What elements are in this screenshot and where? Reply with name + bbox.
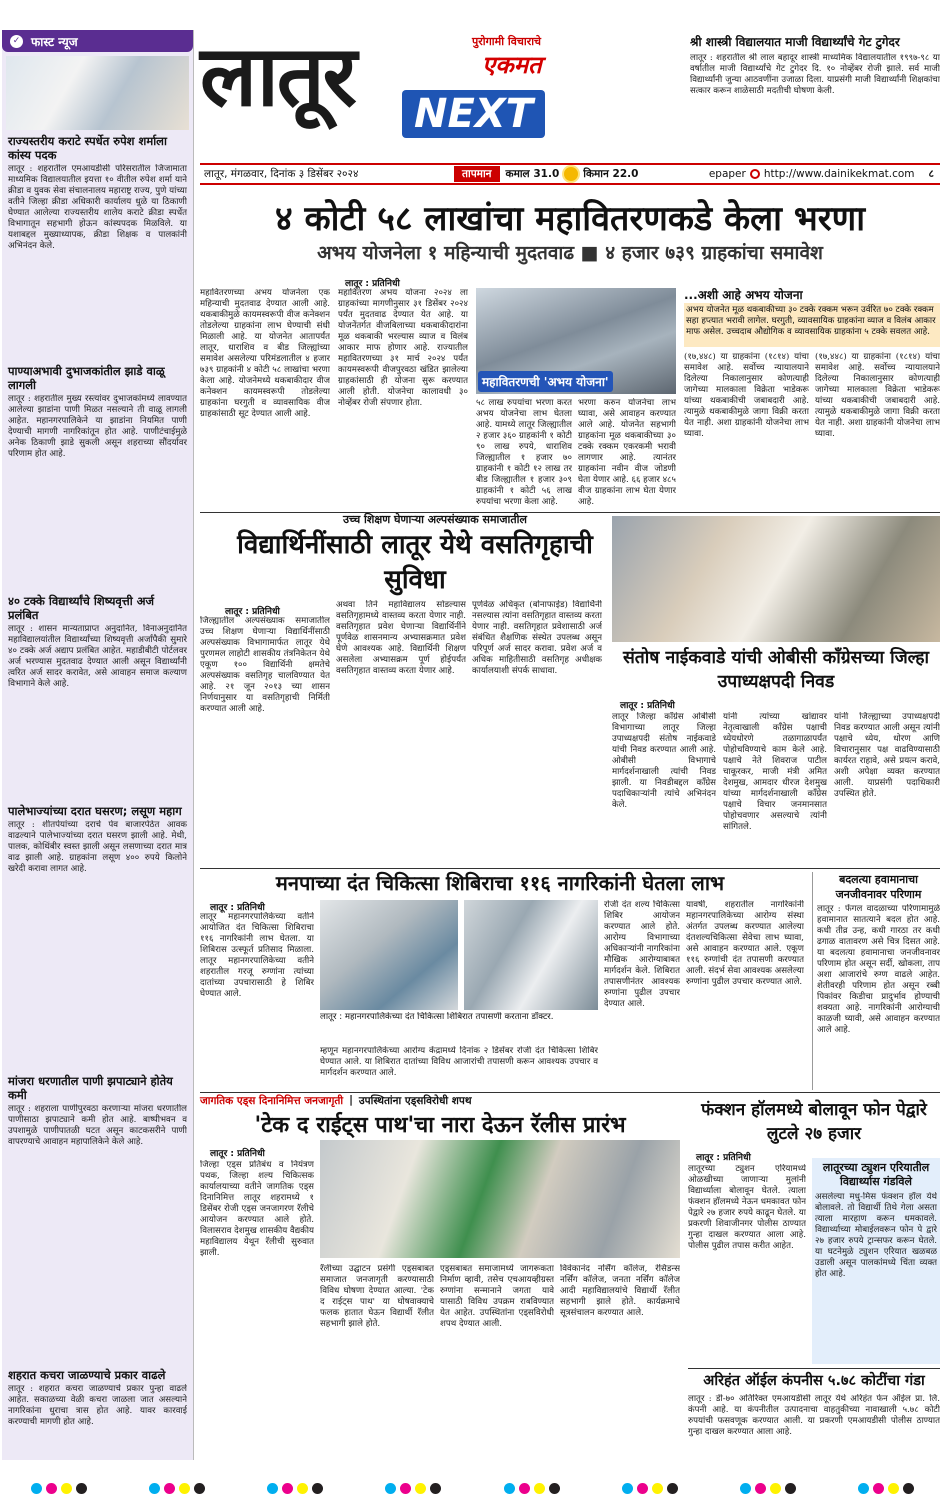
registration-swatch: [31, 1483, 42, 1494]
separator: |: [349, 1094, 353, 1106]
dental-photo-2: [464, 900, 598, 1010]
dental-photo: [320, 900, 458, 1010]
ncp-byline: लातूर : प्रतिनिधी: [620, 701, 675, 711]
temperature-max: कमाल 31.0: [505, 168, 560, 180]
lead-byline: लातूर : प्रतिनिधी: [345, 279, 400, 289]
climate-headline: जनजीवनावर परिणाम: [835, 888, 922, 901]
next-logo: NEXT: [402, 90, 545, 138]
registration-swatch: [400, 1483, 411, 1494]
sidebar-headline: पालेभाज्यांच्या दरात घसरण; लसूण महाग: [8, 804, 182, 818]
fast-news-sidebar: [2, 30, 194, 1460]
substation-photo: [476, 288, 676, 394]
sidebar-body: लातूर : शहरातील मुख्य रस्त्यांवर दुभाजकांमध्ये लावण्यात आलेल्या झाडांना पाणी मिळत नसल्याने ती वाळू लागली आहेत. महानगरपालिकेने या झाडांना नियमित पाणी देण्याची मागणी नागरिकांतून होत आहे. पाणीटंचाईमुळे अनेक ठिकाणी झाडे सुकली असून शहराच्या सौंदर्यावर परिणाम होत आहे.: [8, 394, 187, 459]
karate-photo: [6, 56, 189, 130]
dental-col4: यावर्षी, शहरातील नागरिकांनी महानगरपालिकेच्या आरोग्य संस्था अंतर्गत उपलब्ध करण्यात आलेल्या दंतशल्यचिकित्सा सेवेचा लाभ घ्यावा, असे आवाहन करण्यात आले. एकूण ११६ रुग्णांची दंत तपासणी करण्यात आली. संदर्भ सेवा आवश्यक असलेल्या रुग्णांना पुढील उपचार करण्यात आले.: [686, 900, 804, 987]
dental-photo-caption: लातूर : महानगरपालिकेच्या दंत चिकित्सा शिबिरात तपासणी करताना डॉक्टर.: [320, 1012, 554, 1022]
box-title: ...अशी आहे अभय योजना: [684, 288, 803, 302]
registration-swatch: [430, 1483, 441, 1494]
sidebar-body: लातूर : शहराला पाणीपुरवठा करणाऱ्या मांजरा धरणातील पाणीसाठा झपाट्याने कमी होत आहे. बाष्पीभवन व उपशामुळे पाणीपातळी घटत असून काटकसरीने पाणी वापरण्याचे आवाहन महापालिकेने केले आहे.: [8, 1104, 187, 1147]
sidebar-body: लातूर : शासन मान्यताप्राप्त अनुदानित, विनाअनुदानित महाविद्यालयांतील विद्यार्थ्यांच्या शिष्यवृत्ती अर्जांपैकी सुमारे ४० टक्के अर्ज अद्याप प्रलंबित आहेत. महाडीबीटी पोर्टलवर अर्ज भरण्यास मुदतवाढ देण्यात आली असून विद्यार्थ्यांनी त्वरित अर्ज सादर करावेत, असे आवाहन समाज कल्याण विभागाने केले आहे.: [8, 624, 187, 689]
registration-swatch: [755, 1483, 766, 1494]
registration-swatch: [267, 1483, 278, 1494]
registration-swatch: [61, 1483, 72, 1494]
hostel-byline: लातूर : प्रतिनिधी: [225, 607, 280, 617]
registration-swatch: [637, 1483, 648, 1494]
epaper-label: epaper: [708, 168, 746, 180]
temperature-min: किमान 22.0: [583, 168, 639, 180]
registration-swatch: [312, 1483, 323, 1494]
registration-swatch: [622, 1483, 633, 1494]
registration-swatch: [519, 1483, 530, 1494]
climate-story: [812, 872, 940, 1090]
rally-photo: [320, 1140, 680, 1258]
lead-subhead: अभय योजनेला १ महिन्याची मुदतवाढ ■ ४ हजार ७३९ ग्राहकांचा समावेश: [317, 242, 823, 264]
dental-byline: लातूर : प्रतिनिधी: [210, 903, 265, 913]
registration-swatch: [179, 1483, 190, 1494]
robbery-headline: फंक्शन हॉलमध्ये बोलावून फोन पेद्वारे लुटले २७ हजार: [701, 1100, 927, 1144]
swatch-group: [265, 1479, 325, 1498]
aids-kicker-2: उपस्थितांना एड्सविरोधी शपथ: [358, 1095, 472, 1107]
sidebar-headline: राज्यस्तरीय कराटे स्पर्धेत रुपेश शर्माला कांस्य पदक: [8, 134, 167, 162]
lead-col4: (१७,४४८) या ग्राहकांना (१८१४) यांचा समावेश आहे. सर्वोच्च न्यायालयाने दिलेल्या निकालानुसार कोणत्याही जागेच्या मालकाला विक्रेता भाडेकरू यांच्या थकबाकीची जबाबदारी आहे. त्यामुळे थकबाकीमुळे जागा विक्री करता येत नाही. अशा ग्राहकांनी योजनेचा लाभ घ्यावा.: [684, 352, 809, 439]
dental-col2: म्हणून महानगरपालिकेच्या आरोग्य केंद्रामध्ये दिनांक २ डिसेंबर रोजी दंत चिकित्सा शिबिर घेण्यात आले. या शिबिरात दातांच्या विविध आजारांची तपासणी करून आवश्यक उपचार व मार्गदर्शन करण्यात आले.: [320, 1046, 598, 1078]
oil-body: लातूर : डी-७० अतिरिक्त एमआयडीसी लातूर येथे अरिहंत फेन ऑईल प्रा. लि. कंपनी आहे. या कंपनीतील उत्पादनाचा वाहतुकीच्या नावाखाली ५.७८ कोटी रुपयांची फसवणूक करण्यात आली. या प्रकरणी एमआयडीसी पोलीस ठाण्यात गुन्हा दाखल करण्यात आला आहे.: [688, 1394, 940, 1437]
top-right-headline: श्री शास्त्री विद्यालयात माजी विद्यार्थ्यांचे गेट टुगेदर: [690, 35, 900, 49]
photo-caption: महावितरणची 'अभय योजना': [478, 371, 613, 392]
registration-swatch: [858, 1483, 869, 1494]
robbery-body: लातूरच्या ट्युशन एरियामध्ये ओळखीच्या जाणाऱ्या मुलांनी विद्यार्थ्याला बोलावून घेतले. त्याला फंक्शन हॉलमध्ये नेऊन धमकावत फोन पेद्वारे २७ हजार रुपये काढून घेतले. या प्रकरणी शिवाजीनगर पोलीस ठाण्यात गुन्हा दाखल करण्यात आला आहे. पोलीस पुढील तपास करीत आहेत.: [688, 1164, 806, 1251]
website-link[interactable]: http://www.dainikekmat.com: [763, 168, 915, 180]
registration-swatch: [740, 1483, 751, 1494]
box-body: अभय योजनेत मूळ थकबाकीच्या ३० टक्के रक्कम भरून उर्वरित ७० टक्के रक्कम सहा हप्त्यात भरावी लागेल. घरगुती, व्यावसायिक ग्राहकांना व्याज व विलंब आकार माफ असेल. उच्चदाब औद्योगिक व व्यावसायिक ग्राहकांना ५ टक्के सवलत आहे.: [684, 303, 940, 347]
sidebar-body: लातूर : शहरात कचरा जाळण्याचे प्रकार पुन्हा वाढले आहेत. सकाळच्या वेळी कचरा जाळला जात असल्याने नागरिकांना धुराचा त्रास होत आहे. यावर कारवाई करण्याची मागणी होत आहे.: [8, 1384, 187, 1427]
tuition-box-body: असलेल्या मधु-मिस फंक्शन हॉल येथे बोलावले. तो विद्यार्थी तिथे गेला असता त्याला मारहाण करून धमकावले. विद्यार्थ्याच्या मोबाईलवरून फोन पे द्वारे २७ हजार रुपये ट्रान्सफर करून घेतले. या घटनेमुळे ट्युशन एरियात खळबळ उडाली असून पालकांमध्ये चिंता व्यक्त होत आहे.: [815, 1192, 937, 1279]
search-icon: [750, 169, 760, 179]
ncp-col2: यांनी त्यांच्या खांद्यावर नेतृत्वाखाली काँग्रेस पक्षाची ध्येयधोरणे तळागाळापर्यंत पोहोचविण्याचे काम केले आहे. पक्षाचे नेते शिवराज पाटील चाकूरकर, माजी मंत्री अमित देशमुख, आमदार धीरज देशमुख यांच्या मार्गदर्शनाखाली काँग्रेस पक्षाचे विचार जनमानसात पोहोचवणार असल्याचे त्यांनी सांगितले.: [723, 712, 827, 832]
registration-swatch: [504, 1483, 515, 1494]
lead-col3b: भरणा करुन योजनेचा लाभ घ्यावा, असे आवाहन करण्यात आले आहे. योजनेत सहभागी ग्राहकांना मूळ थकबाकीच्या ३० टक्के रक्कम एकरकमी भरावी लागणार आहे. त्यानंतर ग्राहकांना नवीन वीज जोडणी घेता येणार आहे. ६६ हजार ४८५ वीज ग्राहकांना लाभ घेता येणार आहे.: [578, 398, 676, 507]
sidebar-item: [2, 590, 193, 800]
hostel-col2: अथवा तिने महाविद्यालय सोडल्यास वसतिगृहामध्ये वास्तव्य करता येणार नाही. वसतिगृहात प्रवेश घेणाऱ्या विद्यार्थिनींने पूर्णवेळ शासनमान्य अभ्यासक्रमात प्रवेश घेणे आवश्यक आहे. विद्यार्थिनी शिक्षण असलेला अभ्यासक्रम पूर्ण होईपर्यंत वसतिगृहात वास्तव्य करता येणार आहे.: [336, 600, 466, 676]
swatch-group: [502, 1479, 562, 1498]
dental-col1: लातूर महानगरपालिकेच्या वतीने आयोजित दंत चिकित्सा शिबिराचा ११६ नागरिकांनी लाभ घेतला. या शिबिरास उत्स्फूर्त प्रतिसाद मिळाला. लातूर महानगरपालिकेच्या वतीने शहरातील गरजू रुग्णांना त्यांच्या दातांच्या उपचारासाठी हे शिबिर घेण्यात आले.: [200, 912, 314, 999]
page-number: ८: [928, 168, 934, 180]
registration-swatch: [46, 1483, 57, 1494]
sidebar-headline: मांजरा धरणातील पाणी झपाट्याने होतेय कमी: [8, 1074, 173, 1102]
registration-swatch: [76, 1483, 87, 1494]
felicitation-photo: [612, 516, 940, 642]
registration-swatch: [903, 1483, 914, 1494]
registration-swatch: [415, 1483, 426, 1494]
climate-body: लातूर : फेंगल वादळाच्या परिणामामुळे हवामानात सातत्याने बदल होत आहे. कधी तीव्र उन्ह, कधी गारठा तर कधी ढगाळ वातावरण असे चित्र दिसत आहे. या बदलत्या हवामानाचा जनजीवनावर परिणाम होत असून सर्दी, खोकला, ताप अशा आजारांचे रुग्ण वाढले आहेत. शेतीवरही परिणाम होत असून रब्बी पिकांवर किडीचा प्रादुर्भाव होण्याची शक्यता आहे. नागरिकांनी आरोग्याची काळजी घ्यावी, असे आवाहन करण्यात आले आहे.: [817, 904, 940, 1035]
lead-col5: (१७,४४८) या ग्राहकांना (१८१४) यांचा समावेश आहे. सर्वोच्च न्यायालयाने दिलेल्या निकालानुसार कोणत्याही जागेच्या मालकाला विक्रेता भाडेकरू यांच्या थकबाकीची जबाबदारी आहे. त्यामुळे थकबाकीमुळे जागा विक्री करता येत नाही. अशा ग्राहकांनी योजनेचा लाभ घ्यावा.: [815, 352, 940, 439]
hostel-kicker: उच्च शिक्षण घेणाऱ्या अल्पसंख्याक समाजातील: [343, 513, 527, 526]
sidebar-headline: शहरात कचरा जाळण्याचे प्रकार वाढले: [8, 1368, 166, 1382]
ncp-headline: संतोष नाईकवाडे यांची ओबीसी काँग्रेसच्या जिल्हा उपाध्यक्षपदी निवड: [622, 648, 930, 692]
dateline: लातूर, मंगळवार, दिनांक ३ डिसेंबर २०२४: [204, 168, 359, 180]
aids-col3: एड्सबाबत समाजामध्ये जागरूकता निर्माण व्हावी, तसेच एचआयव्हीग्रस्त रुग्णांना सन्मानाने जगता यावे यासाठी विविध उपक्रम राबविण्यात येत आहेत. उपस्थितांना एड्सविरोधी शपथ देण्यात आली.: [440, 1264, 554, 1329]
brand-logo: एकमत: [482, 51, 542, 79]
aids-byline: लातूर : प्रतिनिधी: [210, 1149, 265, 1159]
robbery-byline: लातूर : प्रतिनिधी: [696, 1153, 751, 1163]
registration-swatch: [164, 1483, 175, 1494]
sidebar-item: [2, 130, 193, 360]
swatch-group: [383, 1479, 443, 1498]
registration-swatch: [652, 1483, 663, 1494]
sidebar-item: [2, 1070, 193, 1364]
oil-headline: अरिहंत ऑईल कंपनीस ५.७८ कोटींचा गंडा: [703, 1373, 925, 1389]
masthead-title: लातूर: [200, 27, 355, 125]
dental-col3: रोजी दंत शल्य चिकित्सा शिबिर आयोजन करण्यात आले होते. आरोग्य विभागाच्या अधिकाऱ्यांनी नागरिकांना मौखिक आरोग्याबाबत मार्गदर्शन केले. शिबिरात तपासणीनंतर आवश्यक रुग्णांना पुढील उपचार देण्यात आले.: [604, 900, 680, 1009]
registration-swatch: [888, 1483, 899, 1494]
aids-col2: रॅलीच्या उद्घाटन प्रसंगी एड्सबाबत समाजात जनजागृती करण्यासाठी विविध घोषणा देण्यात आल्या. 'टेक द राईट्स पाथ' या घोषवाक्याचे फलक हातात घेऊन विद्यार्थी रॅलीत सहभागी झाले होते.: [320, 1264, 434, 1329]
swatch-group: [738, 1479, 798, 1498]
swatch-group: [620, 1479, 680, 1498]
climate-kicker: बदलत्या हवामानाचा: [839, 873, 918, 886]
hostel-headline: विद्यार्थिनींसाठी लातूर येथे वसतिगृहाची सुविधा: [237, 530, 593, 595]
lead-headline: ४ कोटी ५८ लाखांचा महावितरणकडे केला भरणा: [274, 199, 866, 239]
aids-kicker-bar: [200, 1094, 680, 1110]
registration-swatch: [549, 1483, 560, 1494]
fast-news-header: [2, 30, 193, 52]
abhay-yojana-box: [684, 286, 940, 346]
registration-swatch: [770, 1483, 781, 1494]
divider: [688, 1368, 940, 1369]
aids-kicker: जागतिक एड्स दिनानिमित्त जनजागृती: [200, 1095, 344, 1107]
registration-swatch: [385, 1483, 396, 1494]
news-icon: ✓: [10, 35, 23, 48]
swatch-group: [147, 1479, 207, 1498]
top-right-story: [690, 34, 940, 156]
sidebar-headline: ४० टक्के विद्यार्थ्यांचे शिष्यवृत्ती अर्ज प्रलंबित: [8, 594, 155, 622]
sidebar-body: लातूर : शहरातील एमआयडीसी परिसरातील जिजामाता माध्यमिक विद्यालयातील इयत्ता १० वीतील रुपेश शर्मा याने क्रीडा व युवक सेवा संचालनालय महाराष्ट्र राज्य, पुणे यांच्या वतीने जिल्हा क्रीडा अधिकारी कार्यालय धुळे या ठिकाणी घेण्यात आलेल्या राज्यस्तरीय शालेय कराटे क्रीडा स्पर्धेत विभागातून सहभागी होऊन कांस्यपदक मिळविले. या यशाबद्दल मुख्याध्यापक, क्रीडा शिक्षक व पालकांनी अभिनंदन केले.: [8, 164, 187, 251]
aids-col4: विवेकानंद नर्सिंग कॉलेज, रेसिडन्स नर्सिंग कॉलेज, जनता नर्सिंग कॉलेज आदी महाविद्यालयांचे विद्यार्थी रॅलीत सहभागी झाले होते. कार्यक्रमाचे सूत्रसंचालन करण्यात आले.: [560, 1264, 680, 1318]
registration-swatch: [297, 1483, 308, 1494]
sun-icon: [564, 167, 578, 181]
registration-swatch: [282, 1483, 293, 1494]
top-right-body: लातूर : शहरातील श्री लाल बहादूर शास्त्री माध्यमिक विद्यालयातील १९९७-९८ या वर्षातील माजी विद्यार्थ्यांचे गेट टुगेदर दि. १० नोव्हेंबर रोजी झाले. सर्व माजी विद्यार्थ्यांनी जुन्या आठवणींना उजाळा दिला. याप्रसंगी माजी विद्यार्थ्यांनी शिक्षकांचा सत्कार करून शाळेसाठी मदतीची घोषणा केली.: [690, 53, 940, 96]
registration-swatch: [534, 1483, 545, 1494]
sidebar-item: [2, 1364, 193, 1484]
registration-swatch: [149, 1483, 160, 1494]
ncp-col1: लातूर जिल्हा काँग्रेस ओबीसी विभागाच्या लातूर जिल्हा उपाध्यक्षपदी संतोष नाईकवाडे यांची निवड करण्यात आली आहे. ओबीसी विभागाचे मार्गदर्शनाखाली त्यांची निवड झाली. या निवडीबद्दल काँग्रेस पदाधिकाऱ्यांनी त्यांचे अभिनंदन केले.: [612, 712, 716, 810]
hostel-col1: जिल्ह्यातील अल्पसंख्याक समाजातील उच्च शिक्षण घेणाऱ्या विद्यार्थिनींसाठी अल्पसंख्याक विभागामार्फत लातूर येथे पुरणमल लाहोटी शासकीय तंत्रनिकेतन येथे एकूण १०० विद्यार्थिनी क्षमतेचे अल्पसंख्याक वसतिगृह चालविण्यात येत आहे. २१ जून २०१३ च्या शासन निर्णयानुसार या वसतिगृहाची निर्मिती करण्यात आली आहे.: [200, 616, 330, 714]
hostel-col3: पूर्णवेळ अधिकृत (बोनाफाईड) विद्यार्थिनी नसल्यास त्यांना वसतिगृहात वास्तव्य करता येणार नाही. वसतिगृहात प्रवेशासाठी अर्ज संबंधित शैक्षणिक संस्थेत उपलब्ध असून परिपूर्ण अर्ज सादर करावा. प्रवेश अर्ज व अधिक माहितीसाठी वसतिगृह अधीक्षक कार्यालयाशी संपर्क साधावा.: [472, 600, 602, 676]
tagline: पुरोगामी विचाराचे: [472, 35, 542, 48]
divider: [200, 1092, 940, 1093]
temperature-label: तापमान: [454, 166, 500, 182]
lead-col3: ५८ लाख रुपयांचा भरणा करत अभय योजनेचा लाभ घेतला आहे. यामध्ये लातूर जिल्ह्यातील २ हजार ३६० ग्राहकांनी १ कोटी ९० लाख रुपये, धाराशिव जिल्ह्यातील १ हजार ७० ग्राहकांनी १ कोटी १२ लाख तर बीड जिल्ह्यातील १ हजार ३०९ ग्राहकांनी १ कोटी ५६ लाख रुपयांचा भरणा केला आहे.: [476, 398, 572, 507]
swatch-group: [29, 1479, 89, 1498]
sidebar-body: लातूर : शीतपेयांच्या दराचे पेव बाजारपेठेत आवक वाढल्याने पालेभाज्यांच्या दरात घसरण झाली आहे. मेथी, पालक, कोथिंबीर स्वस्त झाली असून लसणाच्या दरात मात्र वाढ झाली आहे. ग्राहकांना लसूण ४०० रुपये किलोने खरेदी करावा लागत आहे.: [8, 820, 187, 874]
sidebar-headline: पाण्याअभावी दुभाजकांतील झाडे वाळू लागली: [8, 364, 165, 392]
masthead: [200, 20, 670, 155]
registration-swatch: [785, 1483, 796, 1494]
ncp-col3: यांनी जिल्ह्याच्या उपाध्यक्षपदी निवड करण्यात आली असून त्यांनी पक्षाचे ध्येय, धोरण आणि विचारानुसार पक्ष वाढविण्यासाठी कार्यरत राहावे, असे प्रयत्न करावे, अशी अपेक्षा व्यक्त करण्यात आली. याप्रसंगी पदाधिकारी उपस्थित होते.: [834, 712, 940, 799]
lead-col2: महावितरण अभय योजना २०२४ ला ग्राहकांच्या मागणीनुसार ३१ डिसेंबर २०२४ पर्यंत मुदतवाढ देण्यात येत आहे. या योजनेंतर्गत वीजबिलाच्या थकबाकीदारांना मूळ थकबाकी भरल्यास व्याज व विलंब आकार माफ होणार आहे. राज्यातील महावितरणच्या ३१ मार्च २०२४ पर्यंत कायमस्वरूपी वीजपुरवठा खंडित झालेल्या ग्राहकांसाठी ही योजना सुरू करण्यात आली होती. योजनेचा कालावधी ३० नोव्हेंबर रोजी संपणार होता.: [338, 288, 468, 408]
tuition-box-title: लातूरच्या ट्युशन एरियातील विद्यार्थ्यास गंडविले: [822, 1161, 930, 1188]
aids-headline: 'टेक द राईट्स पाथ'चा नारा देऊन रॅलीस प्रारंभ: [254, 1113, 626, 1138]
dateline-bar: [200, 163, 940, 185]
sidebar-item: [2, 360, 193, 590]
registration-swatch: [873, 1483, 884, 1494]
color-registration-bar: [0, 1480, 945, 1496]
lead-col1: महावितरणच्या अभय योजनेला एक महिन्याची मुदतवाढ देण्यात आली आहे. थकबाकीमुळे कायमस्वरूपी वीज कनेक्शन तोडलेल्या ग्राहकांना लाभ घेण्याची संधी मिळाली आहे. या योजनेत आतापर्यंत लातूर, धाराशिव व बीड जिल्ह्यांच्या समावेश असलेल्या परिमंडलातील ४ हजार ७३९ ग्राहकांनी ४ कोटी ५८ लाखांचा भरणा केला आहे. योजनेमध्ये थकबाकीदार वीज कनेक्शन कायमस्वरूपी तोडलेल्या ग्राहकांना घरगुती व व्यावसायिक वीज ग्राहकांसाठी सूट देण्यात आली आहे.: [200, 288, 330, 419]
dental-headline: मनपाच्या दंत चिकित्सा शिबिराचा ११६ नागरिकांनी घेतला लाभ: [275, 871, 725, 895]
swatch-group: [856, 1479, 916, 1498]
registration-swatch: [667, 1483, 678, 1494]
sidebar-item: [2, 800, 193, 1070]
registration-swatch: [194, 1483, 205, 1494]
tuition-box: [812, 1158, 940, 1364]
aids-col1: जिल्हा एड्स प्रतिबंध व नियंत्रण पथक, जिल्हा शल्य चिकित्सक कार्यालयाच्या वतीने जागतिक एड्स दिनानिमित्त लातूर शहरामध्ये १ डिसेंबर रोजी एड्स जनजागरण रॅलीचे आयोजन करण्यात आले होते. विलासराव देशमुख शासकीय वैद्यकीय महाविद्यालय येथून रॅलीची सुरुवात झाली.: [200, 1160, 314, 1258]
fast-news-title: फास्ट न्यूज: [31, 34, 78, 49]
